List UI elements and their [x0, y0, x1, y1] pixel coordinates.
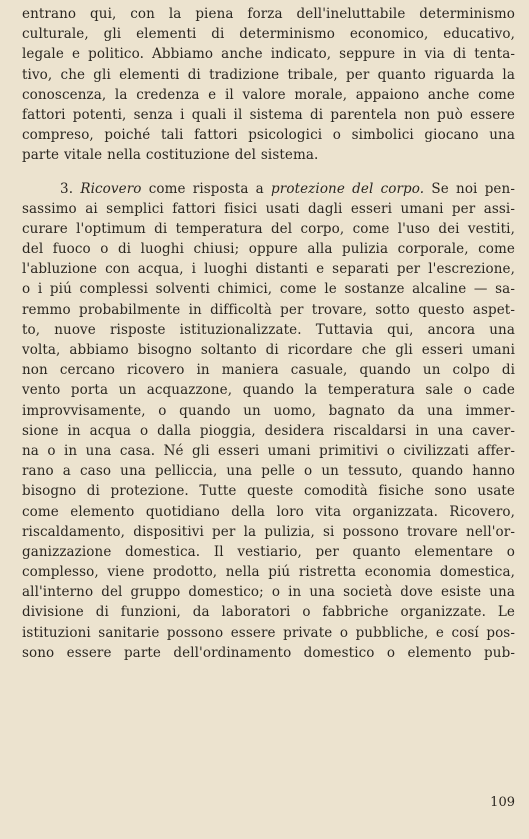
text-line: bisogno di protezione. Tutte queste comodità fisiche sono usate [22, 483, 515, 500]
text-line: curare l'optimum di temperatura del corpo, come l'uso dei vestiti, [22, 220, 515, 237]
section-phrase: protezione del corpo. [271, 180, 425, 197]
section-term: Ricovero [80, 180, 142, 197]
text-line: riscaldamento, dispositivi per la pulizia, si possono trovare nell'or- [22, 523, 515, 540]
text-line: parte vitale nella costituzione del sistema. [22, 147, 319, 164]
paragraph-2 [22, 179, 515, 664]
text-line: culturale, gli elementi di determinismo economico, educativo, [22, 26, 515, 43]
first-line-middle: come risposta a [148, 180, 264, 197]
text-line: volta, abbiamo bisogno soltanto di ricordare che gli esseri umani [22, 342, 515, 358]
text-line: come elemento quotidiano della loro vita organizzata. Ricovero, [22, 503, 515, 520]
text-line: remmo probabilmente in difficoltà per trovare, sotto questo aspet- [22, 301, 515, 318]
page-number: 109 [490, 795, 515, 810]
text-line: na o in una casa. Né gli esseri umani primitivi o civilizzati affer- [22, 442, 515, 459]
text-line: to, nuove risposte istituzionalizzate. Tuttavia qui, ancora una [22, 321, 515, 338]
text-line: sono essere parte dell'ordinamento domestico o elemento pub- [22, 644, 515, 661]
text-line: o i piú complessi solventi chimici, come le sostanze alcaline — sa- [22, 281, 515, 298]
text-line: legale e politico. Abbiamo anche indicato, seppure in via di tenta- [22, 46, 515, 63]
paragraph-2-first-line [22, 179, 515, 199]
text-line: tivo, che gli elementi di tradizione tribale, per quanto riguarda la [22, 66, 515, 83]
text-line: complesso, viene prodotto, nella piú ristretta economia domestica, [22, 564, 515, 581]
text-line: conoscenza, la credenza e il valore morale, appaiono anche come [22, 86, 515, 103]
text-line: sassimo ai semplici fattori fisici usati dagli esseri umani per assi- [22, 200, 515, 217]
text-line: vento porta un acquazzone, quando la temperatura sale o cade [22, 382, 515, 399]
text-line: divisione di funzioni, da laboratori o fabbriche organizzate. Le [22, 604, 515, 621]
text-line: ganizzazione domestica. Il vestiario, per quanto elementare o [22, 543, 515, 560]
text-line: fattori potenti, senza i quali il sistema di parentela non può essere [22, 106, 515, 123]
section-number: 3. [60, 180, 74, 197]
text-line: entrano qui, con la piena forza dell'ineluttabile determinismo [22, 6, 515, 22]
paragraph-1 [22, 0, 515, 166]
text-line: del fuoco o di luoghi chiusi; oppure alla pulizia corporale, come [22, 241, 515, 258]
paragraph-gap [22, 166, 515, 179]
first-line-rest: Se noi pen- [431, 180, 515, 197]
page-body [22, 0, 515, 663]
text-line: all'interno del gruppo domestico; o in una società dove esiste una [22, 584, 515, 601]
text-line: l'abluzione con acqua, i luoghi distanti e separati per l'escrezione, [22, 261, 515, 278]
text-line: sione in acqua o dalla pioggia, desidera riscaldarsi in una caver- [22, 422, 515, 439]
text-line: istituzioni sanitarie possono essere private o pubbliche, e cosí pos- [22, 624, 515, 641]
text-line: compreso, poiché tali fattori psicologici o simbolici giocano una [22, 127, 515, 144]
text-line: non cercano ricovero in maniera casuale, quando un colpo di [22, 362, 515, 379]
text-line: rano a caso una pelliccia, una pelle o un tessuto, quando hanno [22, 463, 515, 480]
text-line: improvvisamente, o quando un uomo, bagnato da una immer- [22, 402, 515, 419]
